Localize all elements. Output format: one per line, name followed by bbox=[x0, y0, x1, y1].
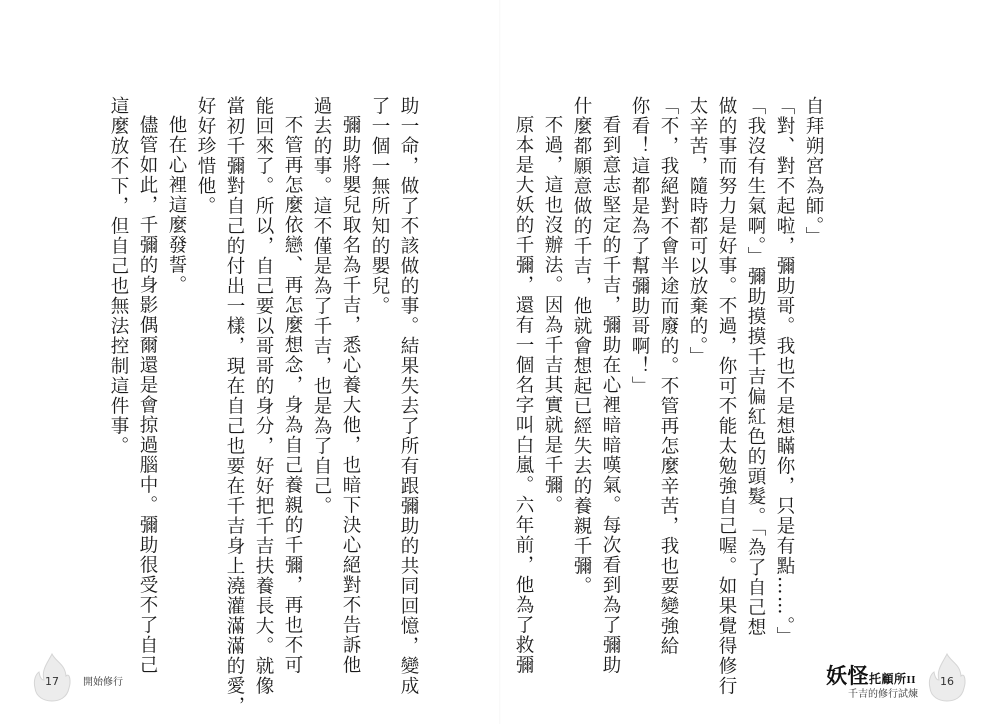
text-column: 了一個一無所知的嬰兒。 bbox=[369, 96, 390, 316]
text-column: 「我沒有生氣啊。」彌助摸摸千吉偏紅色的頭髮。「為了自己想 bbox=[745, 96, 766, 638]
text-column: 不過，這也沒辦法。因為千吉其實就是千彌。 bbox=[542, 115, 563, 515]
book-subtitle: 千吉的修行試煉 bbox=[848, 689, 918, 700]
text-column: 看到意志堅定的千吉，彌助在心裡暗暗嘆氣。每次看到為了彌助 bbox=[600, 115, 621, 675]
page-gutter bbox=[499, 0, 501, 724]
running-head: 開始修行 bbox=[83, 677, 123, 688]
text-column: 太辛苦，隨時都可以放棄的。」 bbox=[687, 96, 708, 367]
text-column: 你看！這都是為了幫彌助哥啊！」 bbox=[629, 96, 650, 396]
text-column: 這麼放不下，但自己也無法控制這件事。 bbox=[108, 96, 129, 456]
text-column: 過去的事。這不僅是為了千吉，也是為了自己。 bbox=[311, 96, 332, 516]
text-column: 自拜朔宮為師。」 bbox=[803, 96, 824, 247]
book-title-small: 托顧所 bbox=[869, 672, 907, 686]
page-number: 16 bbox=[940, 675, 954, 688]
text-column: 好好珍惜他。 bbox=[195, 96, 216, 216]
text-column: 他在心裡這麼發誓。 bbox=[166, 115, 187, 295]
text-column: 原本是大妖的千彌，還有一個名字叫白嵐。六年前，他為了救彌 bbox=[513, 115, 534, 675]
text-column: 不管再怎麼依戀、再怎麼想念，身為自己養親的千彌，再也不可 bbox=[282, 115, 303, 675]
text-column: 儘管如此，千彌的身影偶爾還是會掠過腦中。彌助很受不了自己 bbox=[137, 115, 158, 675]
text-column: 助一命，做了不該做的事。結果失去了所有跟彌助的共同回憶，變成 bbox=[398, 96, 419, 696]
text-column: 「對、對不起啦，彌助哥。我也不是想瞞你，只是有點……。」 bbox=[774, 96, 795, 647]
page-number: 17 bbox=[45, 675, 59, 688]
text-column: 做的事而努力是好事。不過，你可不能太勉強自己喔。如果覺得修行 bbox=[716, 96, 737, 696]
text-column: 彌助將嬰兒取名為千吉，悉心養大他，也暗下決心絕對不告訴他 bbox=[340, 115, 361, 675]
book-title-main: 妖怪 bbox=[826, 663, 869, 688]
text-column: 什麼都願意做的千吉，他就會想起已經失去的養親千彌。 bbox=[571, 96, 592, 596]
text-column: 當初千彌對自己的付出一樣，現在自己也要在千吉身上澆灌滿滿的愛， bbox=[224, 96, 245, 716]
text-column: 能回來了。所以，自己要以哥哥的身分，好好把千吉扶養長大。就像 bbox=[253, 96, 274, 696]
book-title-volume: II bbox=[906, 676, 916, 686]
text-column: 「不，我絕對不會半途而廢的。不管再怎麼辛苦，我也要變強給 bbox=[658, 96, 679, 656]
